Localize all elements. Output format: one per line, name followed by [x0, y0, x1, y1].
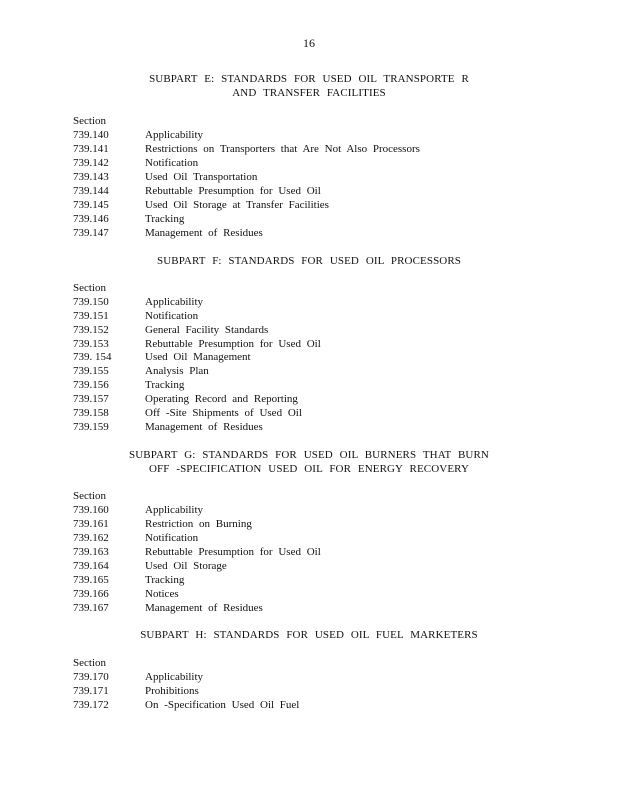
section-number: 739.152 — [73, 324, 109, 336]
page-number: 16 — [303, 36, 315, 50]
section-title: Prohibitions — [145, 685, 199, 697]
section-title: General Facility Standards — [145, 324, 269, 336]
section-number: 739.143 — [73, 171, 109, 183]
subpart-heading-line: SUBPART H: STANDARDS FOR USED OIL FUEL MARKETERS — [140, 629, 478, 641]
section-number: 739.172 — [73, 699, 109, 711]
section-title: Management of Residues — [145, 421, 263, 433]
section-title: Tracking — [145, 574, 185, 586]
section-title: Notices — [145, 588, 179, 600]
section-number: 739.153 — [73, 338, 109, 350]
subpart-heading-line: SUBPART F: STANDARDS FOR USED OIL PROCESSORS — [157, 255, 461, 267]
section-number: 739.171 — [73, 685, 109, 697]
subpart-e-heading — [0, 72, 618, 100]
section-number: 739.170 — [73, 671, 109, 683]
subpart-h-heading — [0, 628, 618, 642]
section-title: On -Specification Used Oil Fuel — [145, 699, 300, 711]
section-number: 739.151 — [73, 310, 109, 322]
section-number: 739.167 — [73, 602, 109, 614]
section-number: 739.156 — [73, 379, 109, 391]
section-number: 739.159 — [73, 421, 109, 433]
subpart-heading-line: AND TRANSFER FACILITIES — [232, 87, 386, 99]
section-title: Applicability — [145, 671, 204, 683]
section-number: 739.165 — [73, 574, 109, 586]
section-number: 739.144 — [73, 185, 109, 197]
section-title: Used Oil Storage — [145, 560, 227, 572]
section-title: Rebuttable Presumption for Used Oil — [145, 338, 321, 350]
section-title: Applicability — [145, 504, 204, 516]
section-title: Notification — [145, 532, 199, 544]
section-number: 739.161 — [73, 518, 109, 530]
section-title: Rebuttable Presumption for Used Oil — [145, 546, 321, 558]
section-title: Used Oil Transportation — [145, 171, 258, 183]
subpart-heading-line: SUBPART E: STANDARDS FOR USED OIL TRANSPORTE R — [149, 73, 469, 85]
section-title: Used Oil Management — [145, 351, 251, 363]
section-title: Applicability — [145, 296, 204, 308]
section-label: Section — [73, 115, 106, 127]
section-title: Used Oil Storage at Transfer Facilities — [145, 199, 329, 211]
section-number: 739.164 — [73, 560, 109, 572]
section-number: 739.155 — [73, 365, 109, 377]
section-title: Notification — [145, 157, 199, 169]
section-number: 739.162 — [73, 532, 109, 544]
section-number: 739.146 — [73, 213, 109, 225]
section-title: Analysis Plan — [145, 365, 209, 377]
section-title: Restriction on Burning — [145, 518, 252, 530]
subpart-g-heading — [0, 448, 618, 476]
subpart-heading-line: SUBPART G: STANDARDS FOR USED OIL BURNERS THAT BURN — [129, 449, 489, 461]
section-number: 739.140 — [73, 129, 109, 141]
section-title: Management of Residues — [145, 227, 263, 239]
section-number: 739.145 — [73, 199, 109, 211]
section-number: 739.166 — [73, 588, 109, 600]
section-title: Operating Record and Reporting — [145, 393, 298, 405]
section-title: Applicability — [145, 129, 204, 141]
section-number: 739.163 — [73, 546, 109, 558]
section-title: Restrictions on Transporters that Are Not Also Processors — [145, 143, 420, 155]
section-number: 739.158 — [73, 407, 109, 419]
section-title: Rebuttable Presumption for Used Oil — [145, 185, 321, 197]
section-number: 739.150 — [73, 296, 109, 308]
section-title: Tracking — [145, 379, 185, 391]
section-number: 739.147 — [73, 227, 109, 239]
section-title: Tracking — [145, 213, 185, 225]
subpart-f-heading — [0, 254, 618, 268]
section-label: Section — [73, 282, 106, 294]
section-number: 739.142 — [73, 157, 109, 169]
subpart-heading-line: OFF -SPECIFICATION USED OIL FOR ENERGY RECOVERY — [148, 463, 470, 475]
section-label: Section — [73, 657, 106, 669]
section-title: Off -Site Shipments of Used Oil — [145, 407, 302, 419]
section-number: 739.160 — [73, 504, 109, 516]
section-title: Notification — [145, 310, 199, 322]
section-label: Section — [73, 490, 106, 502]
section-number: 739.157 — [73, 393, 109, 405]
section-number: 739.141 — [73, 143, 109, 155]
section-title: Management of Residues — [145, 602, 263, 614]
section-number: 739. 154 — [73, 351, 112, 363]
